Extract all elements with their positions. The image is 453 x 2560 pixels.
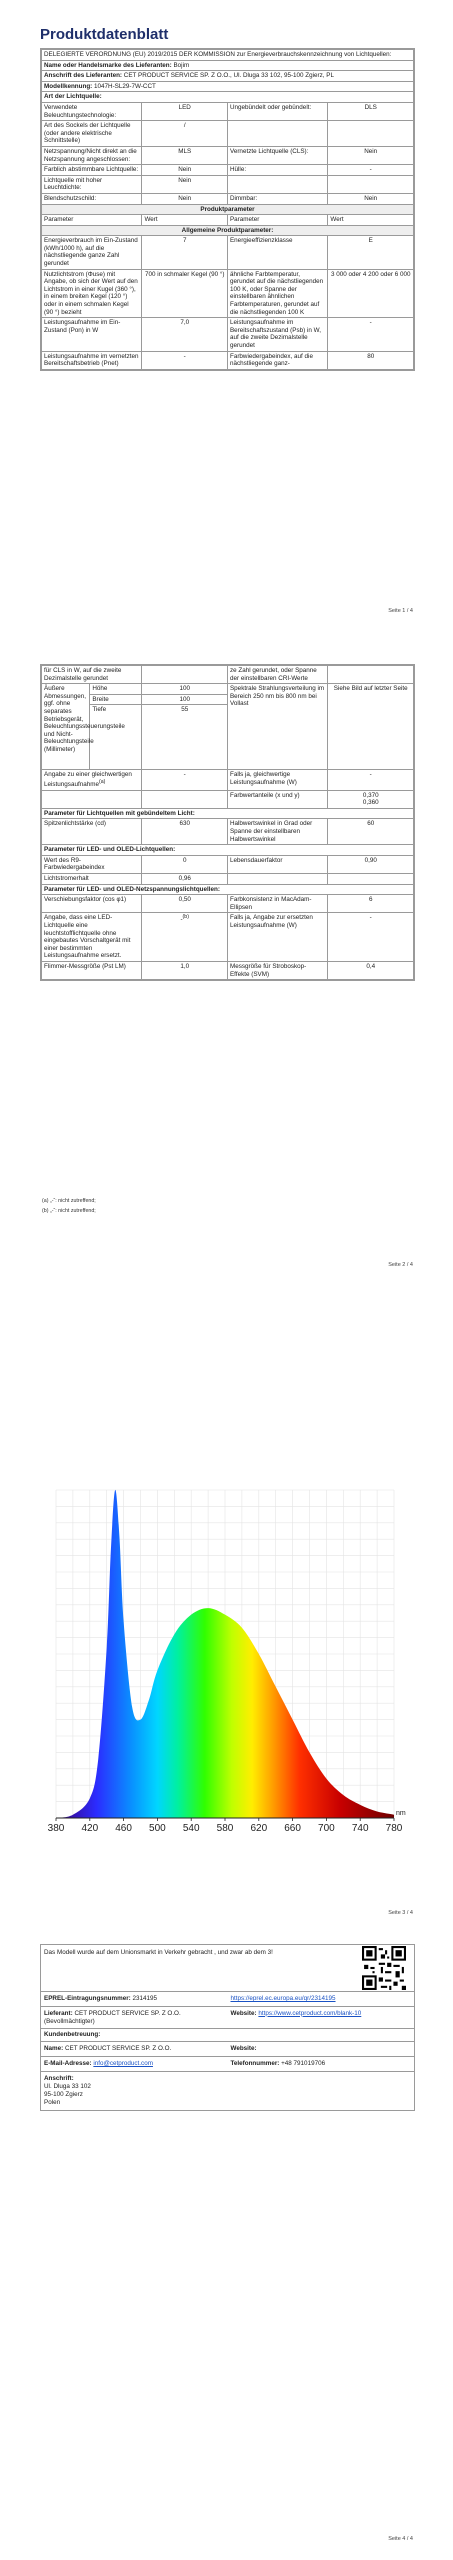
value-cell: E: [328, 236, 414, 269]
website-label: Website:: [230, 2009, 257, 2017]
value-cell: [328, 666, 414, 684]
param-cell: Verschiebungsfaktor (cos φ1): [42, 895, 142, 913]
type-cell: Nein: [142, 175, 228, 193]
type-cell: Art des Sockels der Lichtquelle (oder andere elektrische Schnittstelle): [42, 121, 142, 147]
type-cell: [227, 121, 327, 147]
type-cell: [227, 175, 327, 193]
x-tick-label: 380: [47, 1823, 65, 1834]
qr-code-icon: [360, 1946, 408, 1990]
type-cell: Dimmbar:: [227, 193, 327, 204]
eprel-label: EPREL-Eintragungsnummer:: [44, 1995, 131, 2002]
param-cell: für CLS in W, auf die zweite Dezimalstelle gerundet: [42, 666, 142, 684]
spectral-label: Spektrale Strahlungsverteilung im Bereich 250 nm bis 800 nm bei Vollast: [227, 684, 327, 770]
dimension-value: 100: [142, 694, 228, 705]
param-cell: ze Zahl gerundet, oder Spanne der einstellbaren CRI-Werte: [227, 666, 327, 684]
value-cell: 7: [142, 236, 228, 269]
footnote-a: (a) „-“: nicht zutreffend;: [42, 1198, 96, 1204]
service-website-label: Website:: [230, 2045, 257, 2053]
model-label: Modellkennung:: [44, 82, 93, 90]
dimension-value: 55: [142, 705, 228, 770]
param-cell: ähnliche Farbtemperatur, gerundet auf die nächstliegenden 100 K, oder Spanne der einstellbaren ähnlichen Farbtemperaturen, gerundet auf die nächstliegenden 100 K: [227, 269, 327, 318]
param-cell: Lichtstromerhalt: [42, 874, 142, 885]
mains-header: Parameter für LED- und OLED-Netzspannungslichtquellen:: [42, 884, 414, 895]
eprel-link[interactable]: https://eprel.ec.europa.eu/qr/2314195: [230, 1995, 336, 2002]
x-tick-label: 500: [149, 1823, 166, 1834]
type-cell: Nein: [328, 146, 414, 164]
type-cell: -: [328, 165, 414, 176]
x-tick-label: 780: [385, 1823, 403, 1834]
phone-value: +48 791019706: [281, 2059, 326, 2067]
value-cell: 7,0: [142, 318, 228, 351]
dimension-value: 100: [142, 684, 228, 695]
col-param: Parameter: [42, 215, 142, 226]
x-tick-label: 420: [81, 1823, 99, 1834]
type-cell: Nein: [328, 193, 414, 204]
param-cell: Farbkonsistenz in MacAdam-Ellipsen: [227, 895, 327, 913]
x-tick-label: 700: [318, 1823, 335, 1834]
x-tick-label: 540: [182, 1823, 200, 1834]
value-cell: 80: [328, 351, 414, 369]
param-cell: Leistungsaufnahme im vernetzten Bereitschaftsbetrieb (Pnet): [42, 351, 142, 369]
value-cell: [328, 790, 414, 808]
x-tick-label: 580: [216, 1823, 234, 1834]
market-text: Das Modell wurde auf dem Unionsmarkt in Verkehr gebracht , und zwar ab dem 3!: [44, 1949, 273, 1956]
param-cell: Leistungsaufnahme im Ein-Zustand (Pon) in W: [42, 318, 142, 351]
spectral-value: Siehe Bild auf letzter Seite: [328, 684, 414, 770]
param-cell: Messgröße für Stroboskop-Effekte (SVM): [227, 961, 327, 979]
dimension-name: Tiefe: [90, 705, 142, 770]
customer-service-label: Kundenbetreuung:: [41, 2029, 414, 2042]
param-cell: Flimmer-Messgröße (Pst LM): [42, 961, 142, 979]
param-cell: Halbwertswinkel in Grad oder Spanne der einstellbaren Halbwertswinkel: [227, 819, 327, 845]
value-cell: 0: [142, 855, 228, 873]
directional-header: Parameter für Lichtquellen mit gebündeltem Licht:: [42, 808, 414, 819]
general-params-header: Allgemeine Produktparameter:: [42, 225, 414, 236]
param-cell: Wert des R9-Farbwiedergabeindex: [42, 855, 142, 873]
product-params-header: Produktparameter: [42, 204, 414, 215]
type-cell: /: [142, 121, 228, 147]
x-tick-label: 740: [351, 1823, 369, 1834]
page-number: Seite 1 / 4: [388, 608, 413, 614]
type-cell: Netzspannung/Nicht direkt an die Netzspannung angeschlossen:: [42, 146, 142, 164]
address-line: Ul. Dluga 33 102: [44, 2082, 91, 2090]
led-header: Parameter für LED- und OLED-Lichtquellen:: [42, 845, 414, 856]
param-cell: Farbwiedergabeindex, auf die nächstliegende ganz-: [227, 351, 327, 369]
param-cell: Energieeffizienzklasse: [227, 236, 327, 269]
address-line: 95-100 Zgierz: [44, 2090, 83, 2098]
value-cell: 6: [328, 895, 414, 913]
service-name-label: Name:: [44, 2045, 64, 2053]
address-line: Polen: [44, 2098, 61, 2106]
chroma-x: 0,370: [362, 791, 379, 799]
supplier-address-row: [42, 71, 414, 82]
website-link[interactable]: https://www.cetproduct.com/blank-10: [258, 2009, 362, 2017]
supplier-address-label: Anschrift des Lieferanten:: [44, 72, 123, 80]
param-cell: Angabe, dass eine LED-Lichtquelle eine leuchtstofflichtquelle ohne eingebautes Vorschaltgerät mit einer bestimmten Leistungsaufnahme ersetzt.: [42, 913, 142, 962]
eprel-value: 2314195: [132, 1995, 158, 2002]
param-cell: Farbwertanteile (x und y): [227, 790, 327, 808]
param-cell: [227, 874, 327, 885]
value-cell: [142, 666, 228, 684]
x-axis-unit: nm: [396, 1810, 406, 1817]
email-link[interactable]: info@cetproduct.com: [93, 2059, 153, 2067]
param-cell: Lebensdauerfaktor: [227, 855, 327, 873]
type-cell: Ungebündelt oder gebündelt:: [227, 102, 327, 120]
value-cell: -: [328, 913, 414, 962]
x-tick-label: 660: [284, 1823, 301, 1834]
type-cell: Nein: [142, 193, 228, 204]
param-cell: [42, 790, 142, 808]
light-source-type-header: Art der Lichtquelle:: [42, 92, 414, 103]
supplier-name-value: Bojim: [173, 61, 190, 69]
type-cell: Farblich abstimmbare Lichtquelle:: [42, 165, 142, 176]
type-cell: [328, 175, 414, 193]
page-number: Seite 4 / 4: [388, 2536, 413, 2542]
page-number: Seite 3 / 4: [388, 1910, 413, 1916]
document-title: Produktdatenblatt: [40, 26, 169, 43]
param-cell: Falls ja, gleichwertige Leistungsaufnahme (W): [227, 770, 327, 790]
value-cell: 0,4: [328, 961, 414, 979]
value-text: -: [180, 916, 183, 924]
value-cell: -: [142, 770, 228, 790]
param-cell: Spitzenlichtstärke (cd): [42, 819, 142, 845]
chroma-y: 0,360: [362, 799, 379, 807]
value-cell: -: [328, 770, 414, 790]
contact-table: [40, 1944, 415, 2111]
footnote-b: (b) „-“: nicht zutreffend;: [42, 1208, 96, 1214]
datasheet-table: [40, 48, 415, 371]
x-tick-label: 460: [115, 1823, 132, 1834]
regulation-text: DELEGIERTE VERORDNUNG (EU) 2019/2015 DER KOMMISSION zur Energieverbrauchskennzeichnung von Lichtquellen:: [42, 50, 414, 61]
phone-label: Telefonnummer:: [230, 2059, 280, 2067]
value-cell: 0,50: [142, 895, 228, 913]
supplier-name-label: Name oder Handelsmarke des Lieferanten:: [44, 61, 172, 69]
type-cell: Nein: [142, 165, 228, 176]
supplier-name-row: [42, 60, 414, 71]
datasheet-table-continued: [40, 664, 415, 981]
x-tick-label: 620: [250, 1823, 268, 1834]
model-row: [42, 81, 414, 92]
value-cell: 630: [142, 819, 228, 845]
value-cell: -: [328, 318, 414, 351]
dimension-name: Höhe: [90, 684, 142, 695]
page-number: Seite 2 / 4: [388, 1262, 413, 1268]
supplier-address-value: CET PRODUCT SERVICE SP. Z O.O., Ul. Dluga 33 102, 95-100 Zgierz, PL: [123, 72, 334, 80]
value-cell: -$^{(b)}$: [142, 913, 228, 962]
address-label: Anschrift:: [44, 2074, 74, 2082]
param-cell: Angabe zu einer gleichwertigen Leistungsaufnahme$^{(a)}$: [42, 770, 142, 790]
dimensions-label: Äußere Abmessungen, ggf. ohne separates Betriebsgerät, Beleuchtungssteuerungsteile und Nicht-Beleuchtungsteile (Millimeter): [42, 684, 90, 770]
model-value: 1047H-SL29-7W-CCT: [94, 82, 156, 90]
col-value: Wert: [328, 215, 414, 226]
param-cell: Nutzlichtstrom (Φuse) mit Angabe, ob sich der Wert auf den Lichtstrom in einer Kugel (360 °), in einem breiten Kegel (120 °) oder in einem schmalen Kegel (90 °) bezieht: [42, 269, 142, 318]
dimension-name: Breite: [90, 694, 142, 705]
value-cell: 3 000 oder 4 200 oder 6 000: [328, 269, 414, 318]
type-cell: Lichtquelle mit hoher Leuchtdichte:: [42, 175, 142, 193]
service-name-value: CET PRODUCT SERVICE SP. Z O.O.: [65, 2045, 172, 2053]
type-cell: MLS: [142, 146, 228, 164]
value-cell: 700 in schmaler Kegel (90 °): [142, 269, 228, 318]
param-cell: Energieverbrauch im Ein-Zustand (kWh/1000 h), auf die nächstliegende ganze Zahl gerundet: [42, 236, 142, 269]
col-param: Parameter: [227, 215, 327, 226]
param-cell: Falls ja, Angabe zur ersetzten Leistungsaufnahme (W): [227, 913, 327, 962]
supplier-value: CET PRODUCT SERVICE SP. Z O.O. (Bevollmächtigter): [44, 2009, 181, 2025]
value-cell: 0,90: [328, 855, 414, 873]
type-cell: LED: [142, 102, 228, 120]
spectrum-chart: [42, 1480, 414, 1852]
value-cell: 60: [328, 819, 414, 845]
value-cell: [328, 874, 414, 885]
value-cell: [142, 790, 228, 808]
email-label: E-Mail-Adresse:: [44, 2059, 92, 2067]
supplier-label: Lieferant:: [44, 2009, 73, 2017]
col-value: Wert: [142, 215, 228, 226]
type-cell: Vernetzte Lichtquelle (CLS):: [227, 146, 327, 164]
type-cell: Blendschutzschild:: [42, 193, 142, 204]
value-cell: -: [142, 351, 228, 369]
x-axis-ticks: [48, 1818, 403, 1834]
value-cell: 0,96: [142, 874, 228, 885]
type-cell: Verwendete Beleuchtungstechnologie:: [42, 102, 142, 120]
address-block: [41, 2072, 414, 2110]
type-cell: Hülle:: [227, 165, 327, 176]
param-cell: Leistungsaufnahme im Bereitschaftszustand (Psb) in W, auf die zweite Dezimalstelle gerundet: [227, 318, 327, 351]
equiv-label: Angabe zu einer gleichwertigen Leistungsaufnahme: [44, 771, 132, 789]
value-cell: 1,0: [142, 961, 228, 979]
type-cell: [328, 121, 414, 147]
type-cell: DLS: [328, 102, 414, 120]
